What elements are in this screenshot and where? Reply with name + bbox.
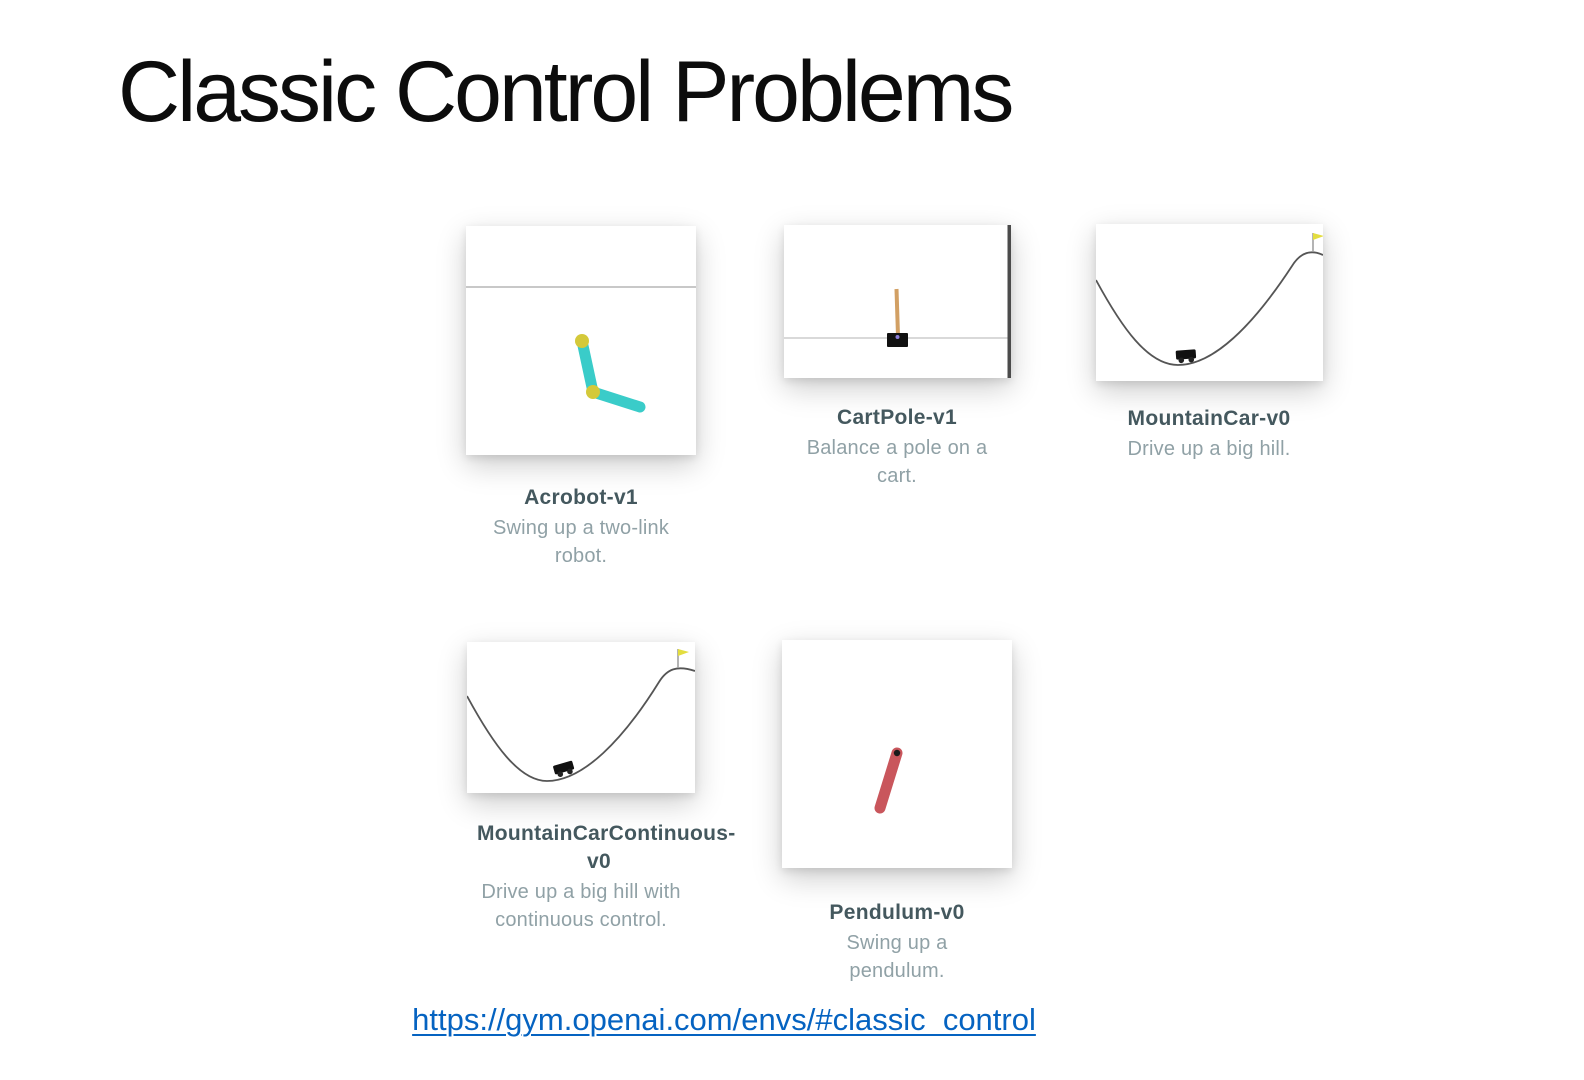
- pendulum-render-icon: [782, 640, 1012, 868]
- env-description: Drive up a big hill.: [1127, 438, 1291, 460]
- env-description: Balance a pole on a cart.: [806, 437, 988, 487]
- env-description: Drive up a big hill with continuous control.: [481, 881, 681, 931]
- flag-icon: [1313, 233, 1323, 240]
- acrobot-thumbnail: [466, 226, 696, 455]
- acrobot-render-icon: [466, 226, 696, 455]
- env-name: MountainCarContinuous-v0: [477, 822, 736, 873]
- acrobot-arm: [575, 334, 640, 407]
- env-description: Swing up a pendulum.: [846, 932, 948, 982]
- mountaincar-caption: [1069, 405, 1349, 463]
- cartpole-render-icon: [784, 225, 1011, 378]
- flag-icon: [678, 649, 689, 656]
- mountain-car: [1176, 349, 1197, 363]
- cartpole-axle: [896, 335, 900, 339]
- env-description: Swing up a two-link robot.: [492, 517, 670, 567]
- pendulum-rod: [880, 753, 897, 808]
- mountaincar-continuous-render-icon: [467, 642, 695, 793]
- cartpole-caption: [757, 404, 1037, 490]
- env-name: Pendulum-v0: [829, 901, 965, 924]
- env-name: MountainCar-v0: [1127, 407, 1291, 430]
- mountain-curve: [1096, 252, 1323, 365]
- env-name: CartPole-v1: [836, 406, 957, 429]
- cartpole-thumbnail: [784, 225, 1011, 378]
- pendulum-thumbnail: [782, 640, 1012, 868]
- mountaincar-continuous-caption: [441, 820, 736, 934]
- cartpole-right-wall: [1008, 225, 1012, 378]
- pendulum-caption: [757, 899, 1037, 985]
- env-name: Acrobot-v1: [524, 486, 638, 509]
- page-title: Classic Control Problems: [118, 44, 1012, 140]
- acrobot-joint-top: [575, 334, 589, 348]
- gym-envs-link[interactable]: https://gym.openai.com/envs/#classic_control: [412, 1002, 1036, 1037]
- mountaincar-render-icon: [1096, 224, 1323, 381]
- mountaincar-continuous-thumbnail: [467, 642, 695, 793]
- cartpole-pole: [897, 289, 899, 336]
- source-link-row: [0, 1002, 1448, 1038]
- pendulum-pivot: [894, 750, 900, 756]
- acrobot-caption: [441, 484, 721, 570]
- mountaincar-thumbnail: [1096, 224, 1323, 381]
- mountain-curve: [467, 668, 695, 781]
- acrobot-joint-elbow: [586, 385, 600, 399]
